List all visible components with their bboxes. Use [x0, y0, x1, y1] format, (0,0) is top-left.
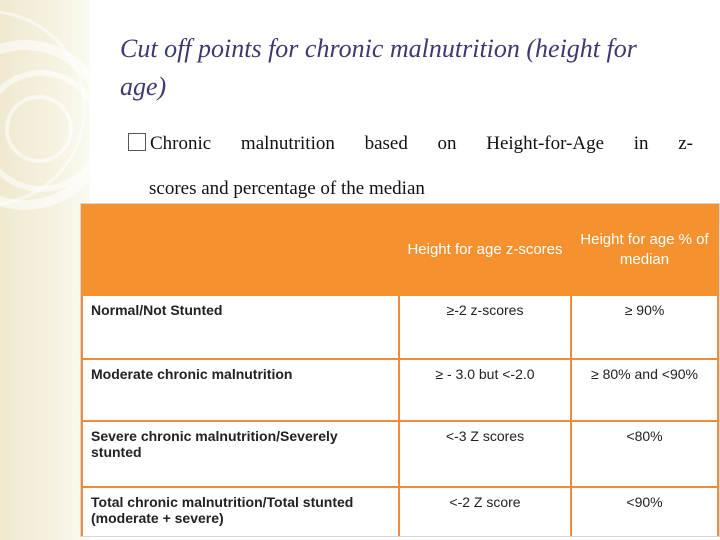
bullet-word: Height-for-Age	[486, 133, 605, 154]
table-row	[82, 421, 718, 487]
decorative-left-band	[0, 0, 90, 540]
table-cell-zscore: ≥ - 3.0 but <-2.0	[399, 359, 571, 421]
table-row	[82, 359, 718, 421]
bullet-word: based	[364, 133, 408, 154]
table-cell-percent: <90%	[571, 487, 718, 537]
table-header-cell: Height for age % of median	[571, 205, 718, 295]
bullet-word: Chronic	[150, 133, 212, 154]
bullet-word: in	[633, 133, 649, 154]
table-header-cell: Height for age z-scores	[399, 205, 571, 295]
table-cell-percent: ≥ 80% and <90%	[571, 359, 718, 421]
cutoff-table-grid	[81, 204, 719, 537]
table-row	[82, 487, 718, 537]
bullet-square-icon	[128, 133, 146, 151]
bullet-word: malnutrition	[240, 133, 335, 154]
table-cell-zscore: <-3 Z scores	[399, 421, 571, 487]
bullet-word: z-	[678, 133, 693, 154]
bullet-continuation: scores and percentage of the median	[149, 178, 425, 199]
table-row-label: Moderate chronic malnutrition	[82, 359, 399, 421]
bullet-line	[128, 130, 693, 158]
bullet-word: on	[437, 133, 457, 154]
table-row-label: Severe chronic malnutrition/Severely stunted	[82, 421, 399, 487]
cutoff-table	[80, 203, 720, 537]
table-row-label: Normal/Not Stunted	[82, 295, 399, 359]
table-header-row	[82, 205, 718, 295]
table-header-cell	[82, 205, 399, 295]
bullet-item	[128, 130, 211, 158]
decorative-ring	[5, 95, 73, 163]
table-cell-percent: <80%	[571, 421, 718, 487]
table-cell-zscore: <-2 Z score	[399, 487, 571, 537]
table-row	[82, 295, 718, 359]
table-cell-percent: ≥ 90%	[571, 295, 718, 359]
table-cell-zscore: ≥-2 z-scores	[399, 295, 571, 359]
slide-title: Cut off points for chronic malnutrition (height for age)	[120, 34, 637, 101]
table-row-label: Total chronic malnutrition/Total stunted (moderate + severe)	[82, 487, 399, 537]
